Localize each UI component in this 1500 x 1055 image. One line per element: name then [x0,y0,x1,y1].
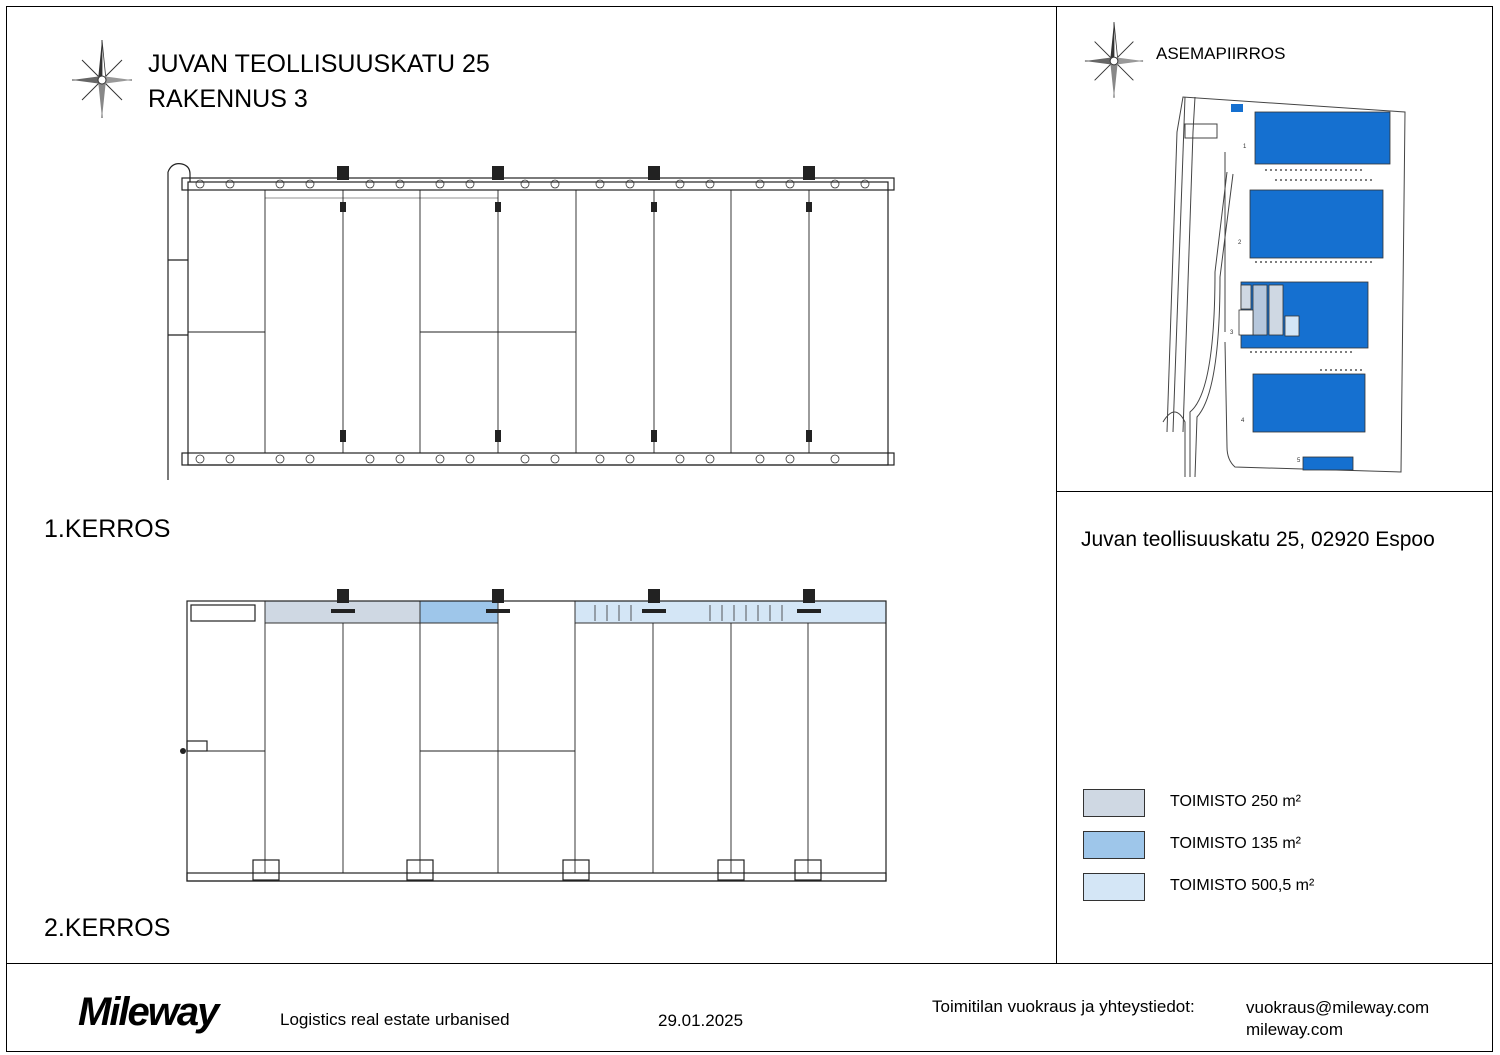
site-label-1: 1 [1243,144,1247,150]
footer-email-link[interactable]: vuokraus@mileway.com [1246,998,1430,1017]
divider-footer [6,963,1493,964]
compass-icon [70,38,134,120]
site-label-2: 2 [1238,240,1242,246]
site-plan-map [1155,92,1405,477]
site-building-5 [1303,457,1353,470]
legend-swatch [1083,873,1145,901]
legend-swatch [1083,789,1145,817]
legend-label: TOIMISTO 135 m² [1170,835,1301,852]
page-title-line2: RAKENNUS 3 [148,85,308,113]
compass-icon [1083,20,1145,100]
site-label-5: 5 [1297,458,1301,464]
footer-date: 29.01.2025 [658,1011,744,1030]
site-building-2 [1250,190,1383,258]
site-label-4: 4 [1241,418,1245,424]
divider-vertical [1056,6,1057,963]
floor2-plan [175,585,895,885]
legend-label: TOIMISTO 500,5 m² [1170,877,1315,894]
floor2-label: 2.KERROS [44,914,171,942]
page-title-line1: JUVAN TEOLLISUUSKATU 25 [148,50,490,78]
footer-tagline: Logistics real estate urbanised [280,1010,510,1029]
floor1-label: 1.KERROS [44,515,171,543]
site-label-3: 3 [1230,330,1234,336]
legend-swatch [1083,831,1145,859]
office-500-zone [575,601,886,623]
property-address: Juvan teollisuuskatu 25, 02920 Espoo [1081,528,1435,551]
site-building-4 [1253,374,1365,432]
floor1-plan [160,160,900,485]
site-plan-title: ASEMAPIIRROS [1156,44,1286,63]
divider-right-panel [1056,491,1493,492]
legend-label: TOIMISTO 250 m² [1170,793,1301,810]
footer-contact-label: Toimitilan vuokraus ja yhteystiedot: [932,997,1195,1016]
brand-logo: Mileway [78,990,218,1034]
site-building-1 [1255,112,1390,164]
footer-website-link[interactable]: mileway.com [1246,1020,1343,1039]
